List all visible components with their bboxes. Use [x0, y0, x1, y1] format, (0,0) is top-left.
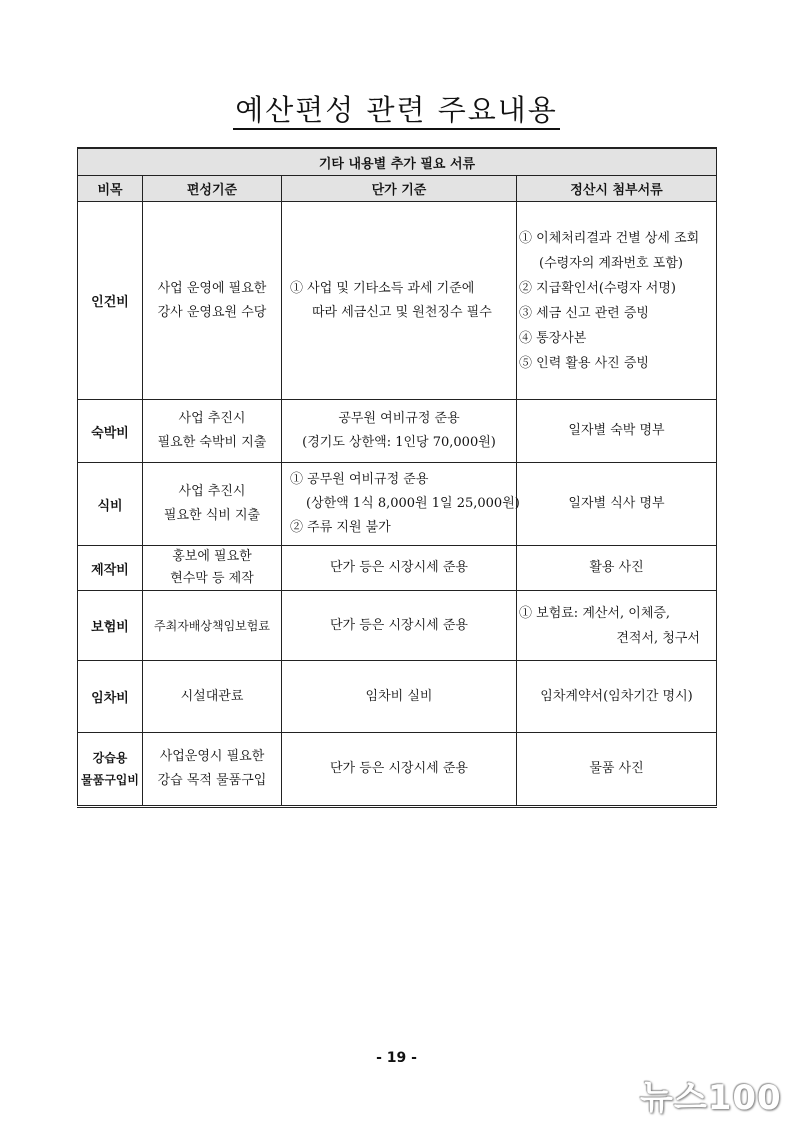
row-documents: 일자별 식사 명부: [517, 463, 717, 546]
row-item: 임차비: [78, 661, 143, 733]
table-row: [78, 202, 717, 400]
row-documents: 일자별 숙박 명부: [517, 400, 717, 463]
row-unit-price: ① 사업 및 기타소득 과세 기준에 따라 세금신고 및 원천징수 필수: [282, 202, 517, 400]
row-unit-price: 단가 등은 시장시세 준용: [282, 591, 517, 661]
table-row: [78, 591, 717, 661]
budget-table: [77, 147, 717, 808]
row-basis: 홍보에 필요한 현수막 등 제작: [143, 546, 282, 591]
row-item: 숙박비: [78, 400, 143, 463]
row-documents: 활용 사진: [517, 546, 717, 591]
row-unit-price: 단가 등은 시장시세 준용: [282, 546, 517, 591]
row-documents: ① 이체처리결과 건별 상세 조회 (수령자의 계좌번호 포함) ② 지급확인서(수령자 서명) ③ 세금 신고 관련 증빙 ④ 통장사본 ⑤ 인력 활용 사진 증빙: [517, 202, 717, 400]
page-title: 예산편성 관련 주요내용: [0, 88, 793, 129]
row-basis: 사업 추진시 필요한 숙박비 지출: [143, 400, 282, 463]
header-documents: 정산시 첨부서류: [517, 176, 717, 202]
row-unit-price: 임차비 실비: [282, 661, 517, 733]
row-basis: 주최자배상책임보험료: [143, 591, 282, 661]
header-item: 비목: [78, 176, 143, 202]
row-unit-price: 공무원 여비규정 준용 (경기도 상한액: 1인당 70,000원): [282, 400, 517, 463]
row-unit-price: ① 공무원 여비규정 준용 (상한액 1식 8,000원 1일 25,000원) ② 주류 지원 불가: [282, 463, 517, 546]
table-row: [78, 733, 717, 807]
watermark-logo: 뉴스100: [640, 1078, 782, 1118]
row-documents: 임차계약서(임차기간 명시): [517, 661, 717, 733]
page-number: - 19 -: [376, 1050, 417, 1066]
header-basis: 편성기준: [143, 176, 282, 202]
table-row: [78, 661, 717, 733]
table-row: [78, 400, 717, 463]
row-item: 강습용 물품구입비: [78, 733, 143, 807]
row-basis: 시설대관료: [143, 661, 282, 733]
row-item: 보험비: [78, 591, 143, 661]
table-banner: 기타 내용별 추가 필요 서류: [78, 148, 717, 176]
table-row: [78, 546, 717, 591]
row-item: 제작비: [78, 546, 143, 591]
row-documents: ① 보험료: 계산서, 이체증, 견적서, 청구서: [517, 591, 717, 661]
row-item: 식비: [78, 463, 143, 546]
header-unit-price: 단가 기준: [282, 176, 517, 202]
row-basis: 사업 추진시 필요한 식비 지출: [143, 463, 282, 546]
row-documents: 물품 사진: [517, 733, 717, 807]
row-basis: 사업운영시 필요한 강습 목적 물품구입: [143, 733, 282, 807]
row-unit-price: 단가 등은 시장시세 준용: [282, 733, 517, 807]
row-basis: 사업 운영에 필요한 강사 운영요원 수당: [143, 202, 282, 400]
row-item: 인건비: [78, 202, 143, 400]
table-row: [78, 463, 717, 546]
